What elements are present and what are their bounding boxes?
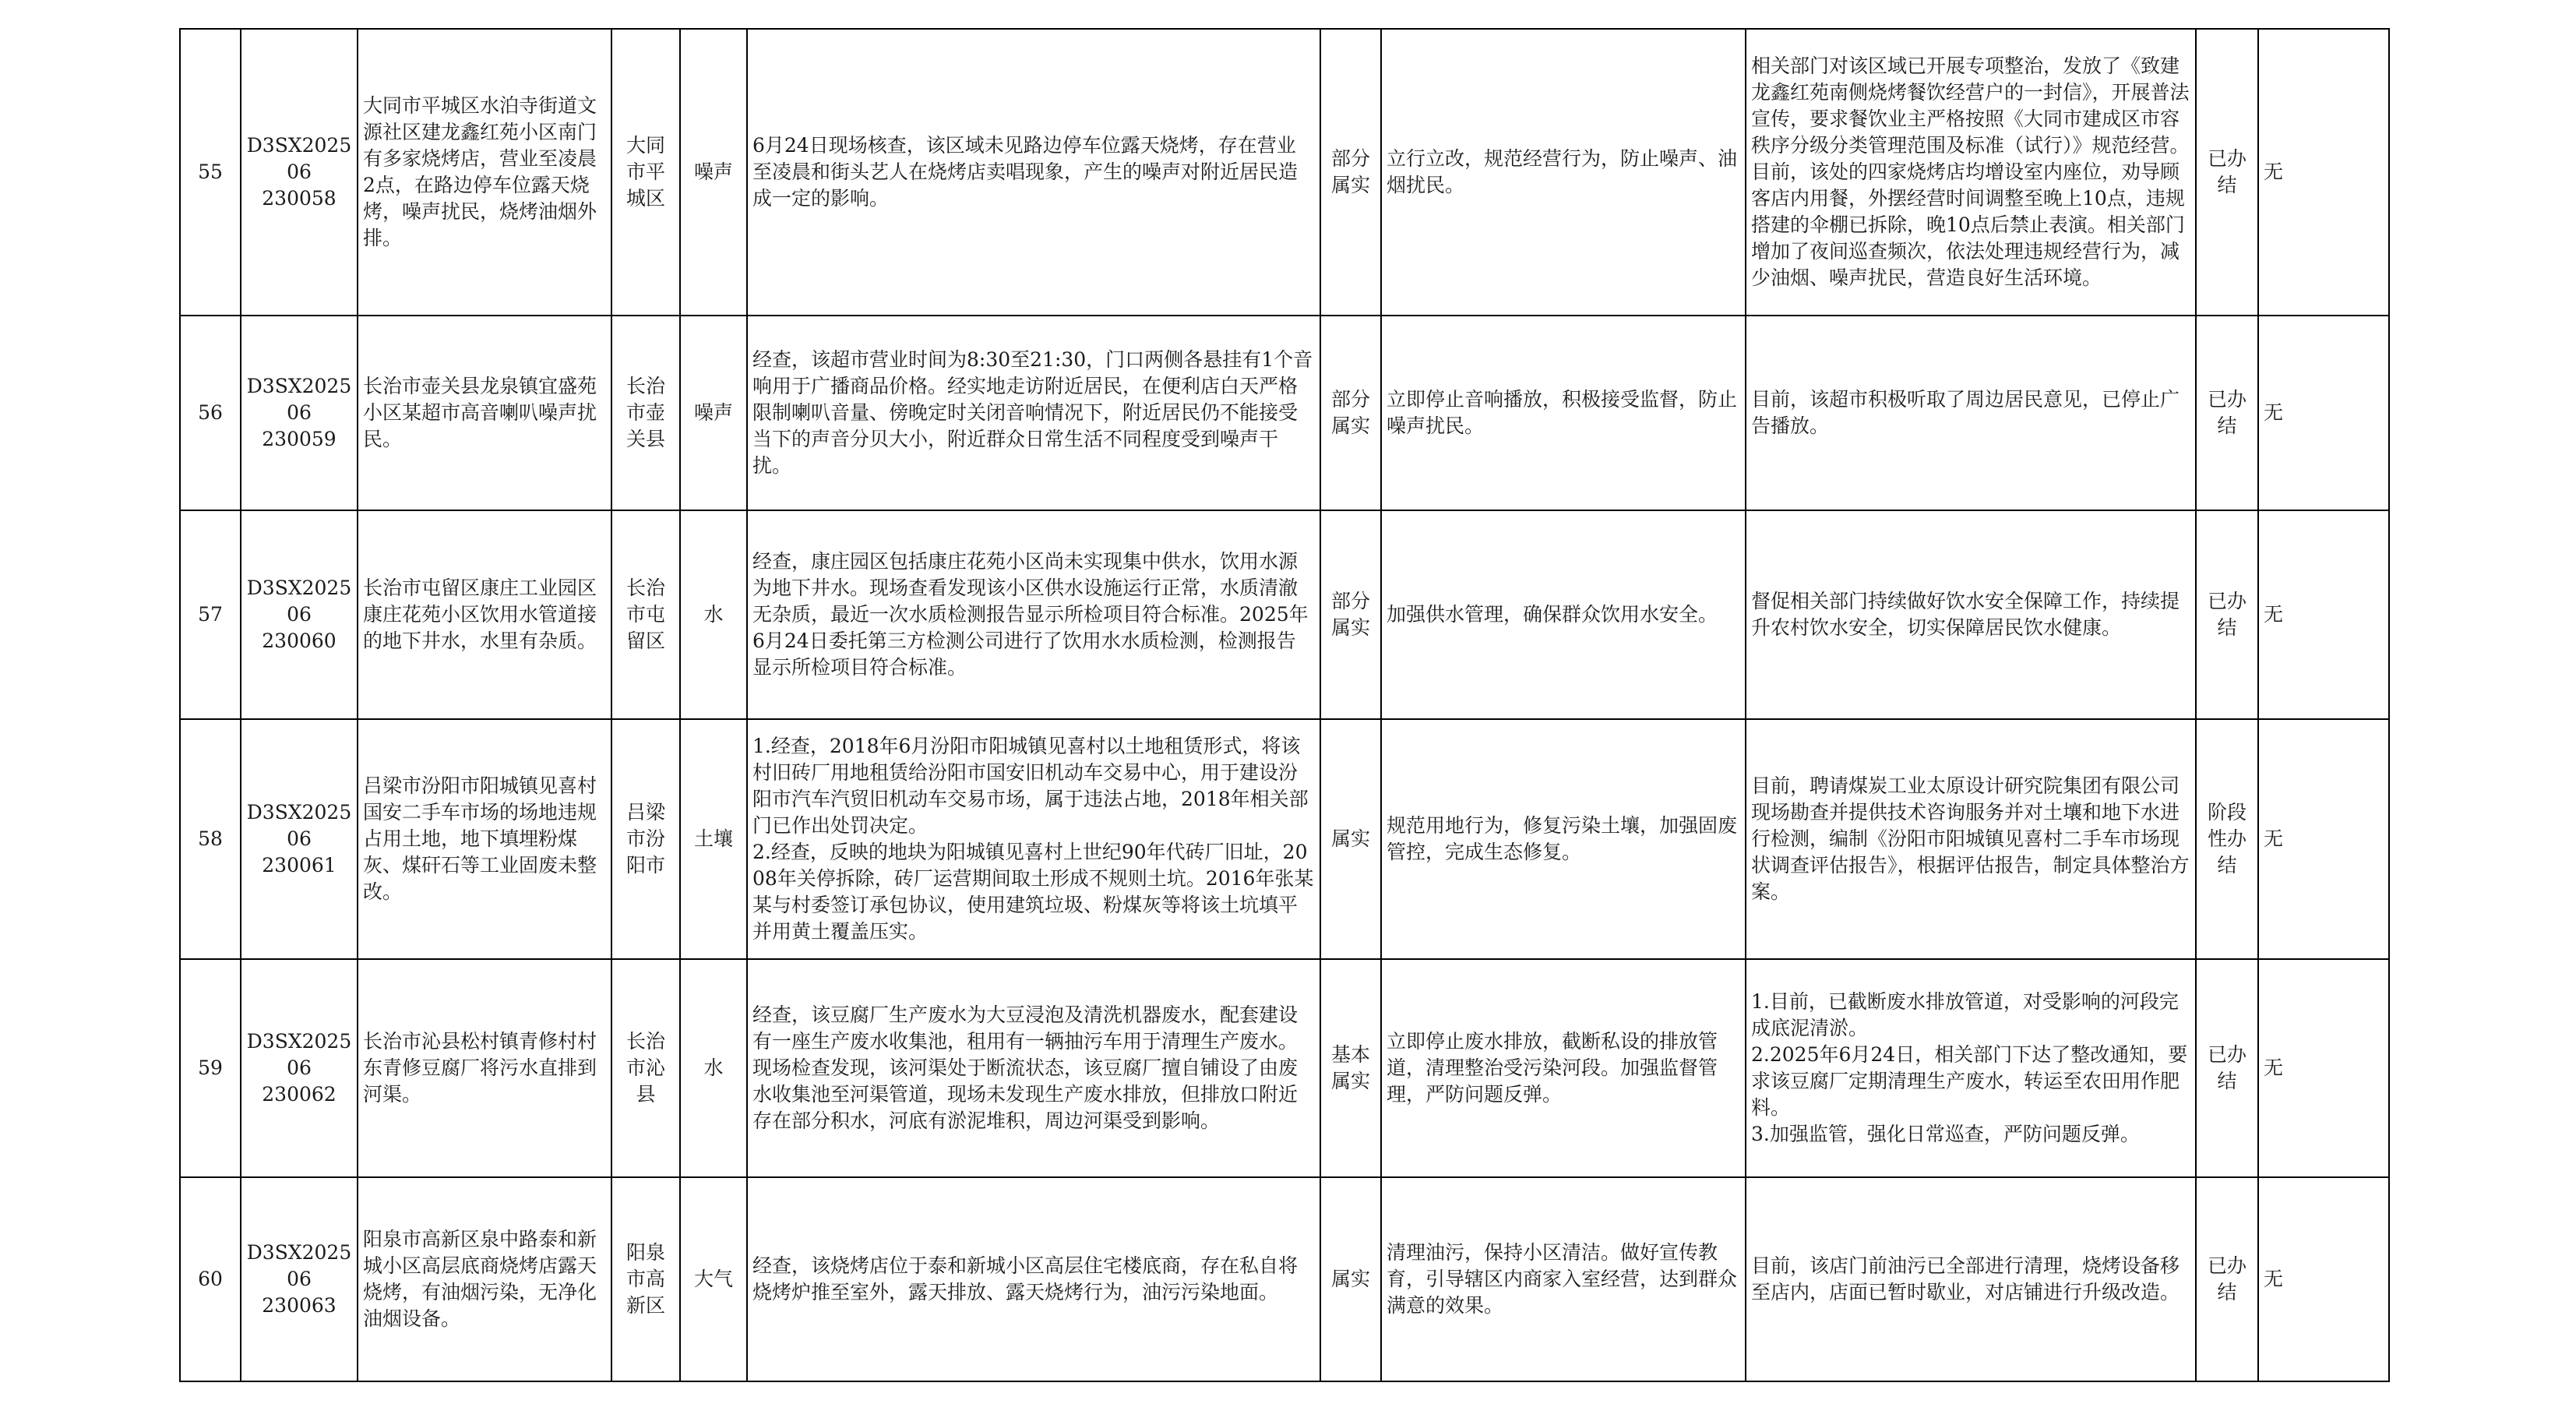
pollution-type-cell: 水 [680, 959, 747, 1177]
accountability-cell: 无 [2258, 1177, 2389, 1381]
pollution-type-cell: 噪声 [680, 29, 747, 316]
table-row [180, 510, 2389, 719]
table-row [180, 959, 2389, 1177]
status-cell: 阶段性办结 [2196, 719, 2258, 959]
rectification-progress-cell: 相关部门对该区域已开展专项整治，发放了《致建龙鑫红苑南侧烧烤餐饮经营户的一封信》，开展普法宣传，要求餐饮业主严格按照《大同市建成区市容秩序分级分类管理范围及标准（试行）》规范经营。目前，该处的四家烧烤店均增设室内座位，劝导顾客店内用餐，外摆经营时间调整至晚上10点，违规搭建的伞棚已拆除，晚10点后禁止表演。相关部门增加了夜间巡查频次，依法处理违规经营行为，减少油烟、噪声扰民，营造良好生活环境。 [1746, 29, 2196, 316]
row-number-cell: 56 [180, 316, 241, 510]
status-cell: 已办结 [2196, 316, 2258, 510]
district-cell: 大同市平城区 [611, 29, 680, 316]
row-number-cell: 55 [180, 29, 241, 316]
pollution-type-cell: 土壤 [680, 719, 747, 959]
rectification-plan-cell: 立行立改，规范经营行为，防止噪声、油烟扰民。 [1381, 29, 1746, 316]
row-number-cell: 59 [180, 959, 241, 1177]
complaint-content-cell: 长治市壶关县龙泉镇宜盛苑小区某超市高音喇叭噪声扰民。 [358, 316, 611, 510]
accountability-cell: 无 [2258, 510, 2389, 719]
district-cell: 长治市壶关县 [611, 316, 680, 510]
row-number-cell: 60 [180, 1177, 241, 1381]
complaint-content-cell: 大同市平城区水泊寺街道文源社区建龙鑫红苑小区南门有多家烧烤店，营业至凌晨2点，在路边停车位露天烧烤，噪声扰民，烧烤油烟外排。 [358, 29, 611, 316]
complaint-content-cell: 阳泉市高新区泉中路泰和新城小区高层底商烧烤店露天烧烤，有油烟污染，无净化油烟设备。 [358, 1177, 611, 1381]
complaint-content-cell: 长治市沁县松村镇青修村村东青修豆腐厂将污水直排到河渠。 [358, 959, 611, 1177]
table-row [180, 1177, 2389, 1381]
investigation-finding-cell: 经查，该烧烤店位于泰和新城小区高层住宅楼底商，存在私自将烧烤炉推至室外，露天排放、露天烧烤行为，油污污染地面。 [747, 1177, 1320, 1381]
complaint-table [179, 28, 2390, 1382]
complaint-content-cell: 长治市屯留区康庄工业园区康庄花苑小区饮用水管道接的地下井水，水里有杂质。 [358, 510, 611, 719]
case-code-cell: D3SX202506 230058 [241, 29, 358, 316]
district-cell: 阳泉市高新区 [611, 1177, 680, 1381]
district-cell: 长治市屯留区 [611, 510, 680, 719]
row-number-cell: 58 [180, 719, 241, 959]
rectification-plan-cell: 规范用地行为，修复污染土壤，加强固废管控，完成生态修复。 [1381, 719, 1746, 959]
accountability-cell: 无 [2258, 29, 2389, 316]
verdict-cell: 属实 [1320, 719, 1381, 959]
pollution-type-cell: 噪声 [680, 316, 747, 510]
complaint-content-cell: 吕梁市汾阳市阳城镇见喜村国安二手车市场的场地违规占用土地，地下填埋粉煤灰、煤矸石等工业固废未整改。 [358, 719, 611, 959]
pollution-type-cell: 水 [680, 510, 747, 719]
case-code-cell: D3SX202506 230062 [241, 959, 358, 1177]
rectification-progress-cell: 1.目前，已截断废水排放管道，对受影响的河段完成底泥清淤。 2.2025年6月24日，相关部门下达了整改通知，要求该豆腐厂定期清理生产废水，转运至农田用作肥料。 3.加强监管，强化日常巡查，严防问题反弹。 [1746, 959, 2196, 1177]
case-code-cell: D3SX202506 230063 [241, 1177, 358, 1381]
case-code-cell: D3SX202506 230060 [241, 510, 358, 719]
district-cell: 吕梁市汾阳市 [611, 719, 680, 959]
status-cell: 已办结 [2196, 959, 2258, 1177]
investigation-finding-cell: 经查，康庄园区包括康庄花苑小区尚未实现集中供水，饮用水源为地下井水。现场查看发现该小区供水设施运行正常，水质清澈无杂质，最近一次水质检测报告显示所检项目符合标准。2025年6月24日委托第三方检测公司进行了饮用水水质检测，检测报告显示所检项目符合标准。 [747, 510, 1320, 719]
investigation-finding-cell: 经查，该超市营业时间为8:30至21:30，门口两侧各悬挂有1个音响用于广播商品价格。经实地走访附近居民，在便利店白天严格限制喇叭音量、傍晚定时关闭音响情况下，附近居民仍不能接受当下的声音分贝大小，附近群众日常生活不同程度受到噪声干扰。 [747, 316, 1320, 510]
rectification-progress-cell: 目前，该店门前油污已全部进行清理，烧烤设备移至店内，店面已暂时歇业，对店铺进行升级改造。 [1746, 1177, 2196, 1381]
rectification-progress-cell: 目前，聘请煤炭工业太原设计研究院集团有限公司现场勘查并提供技术咨询服务并对土壤和地下水进行检测，编制《汾阳市阳城镇见喜村二手车市场现状调查评估报告》，根据评估报告，制定具体整治方案。 [1746, 719, 2196, 959]
accountability-cell: 无 [2258, 316, 2389, 510]
status-cell: 已办结 [2196, 29, 2258, 316]
pollution-type-cell: 大气 [680, 1177, 747, 1381]
row-number-cell: 57 [180, 510, 241, 719]
verdict-cell: 部分属实 [1320, 510, 1381, 719]
investigation-finding-cell: 6月24日现场核查，该区域未见路边停车位露天烧烤，存在营业至凌晨和街头艺人在烧烤店卖唱现象，产生的噪声对附近居民造成一定的影响。 [747, 29, 1320, 316]
verdict-cell: 部分属实 [1320, 29, 1381, 316]
table-row [180, 719, 2389, 959]
accountability-cell: 无 [2258, 959, 2389, 1177]
verdict-cell: 基本属实 [1320, 959, 1381, 1177]
table-row [180, 29, 2389, 316]
status-cell: 已办结 [2196, 510, 2258, 719]
status-cell: 已办结 [2196, 1177, 2258, 1381]
case-code-cell: D3SX202506 230059 [241, 316, 358, 510]
investigation-finding-cell: 经查，该豆腐厂生产废水为大豆浸泡及清洗机器废水，配套建设有一座生产废水收集池，租用有一辆抽污车用于清理生产废水。现场检查发现，该河渠处于断流状态，该豆腐厂擅自铺设了由废水收集池至河渠管道，现场未发现生产废水排放，但排放口附近存在部分积水，河底有淤泥堆积，周边河渠受到影响。 [747, 959, 1320, 1177]
rectification-progress-cell: 督促相关部门持续做好饮水安全保障工作，持续提升农村饮水安全，切实保障居民饮水健康。 [1746, 510, 2196, 719]
rectification-plan-cell: 立即停止废水排放，截断私设的排放管道，清理整治受污染河段。加强监督管理，严防问题反弹。 [1381, 959, 1746, 1177]
accountability-cell: 无 [2258, 719, 2389, 959]
verdict-cell: 属实 [1320, 1177, 1381, 1381]
table-row [180, 316, 2389, 510]
case-code-cell: D3SX202506 230061 [241, 719, 358, 959]
district-cell: 长治市沁县 [611, 959, 680, 1177]
rectification-plan-cell: 加强供水管理，确保群众饮用水安全。 [1381, 510, 1746, 719]
rectification-plan-cell: 立即停止音响播放，积极接受监督，防止噪声扰民。 [1381, 316, 1746, 510]
investigation-finding-cell: 1.经查，2018年6月汾阳市阳城镇见喜村以土地租赁形式，将该村旧砖厂用地租赁给汾阳市国安旧机动车交易中心，用于建设汾阳市汽车汽贸旧机动车交易市场，属于违法占地，2018年相关部门已作出处罚决定。 2.经查，反映的地块为阳城镇见喜村上世纪90年代砖厂旧址，2008年关停拆除，砖厂运营期间取土形成不规则土坑。2016年张某某与村委签订承包协议，使用建筑垃圾、粉煤灰等将该土坑填平并用黄土覆盖压实。 [747, 719, 1320, 959]
rectification-progress-cell: 目前，该超市积极听取了周边居民意见，已停止广告播放。 [1746, 316, 2196, 510]
verdict-cell: 部分属实 [1320, 316, 1381, 510]
rectification-plan-cell: 清理油污，保持小区清洁。做好宣传教育，引导辖区内商家入室经营，达到群众满意的效果。 [1381, 1177, 1746, 1381]
